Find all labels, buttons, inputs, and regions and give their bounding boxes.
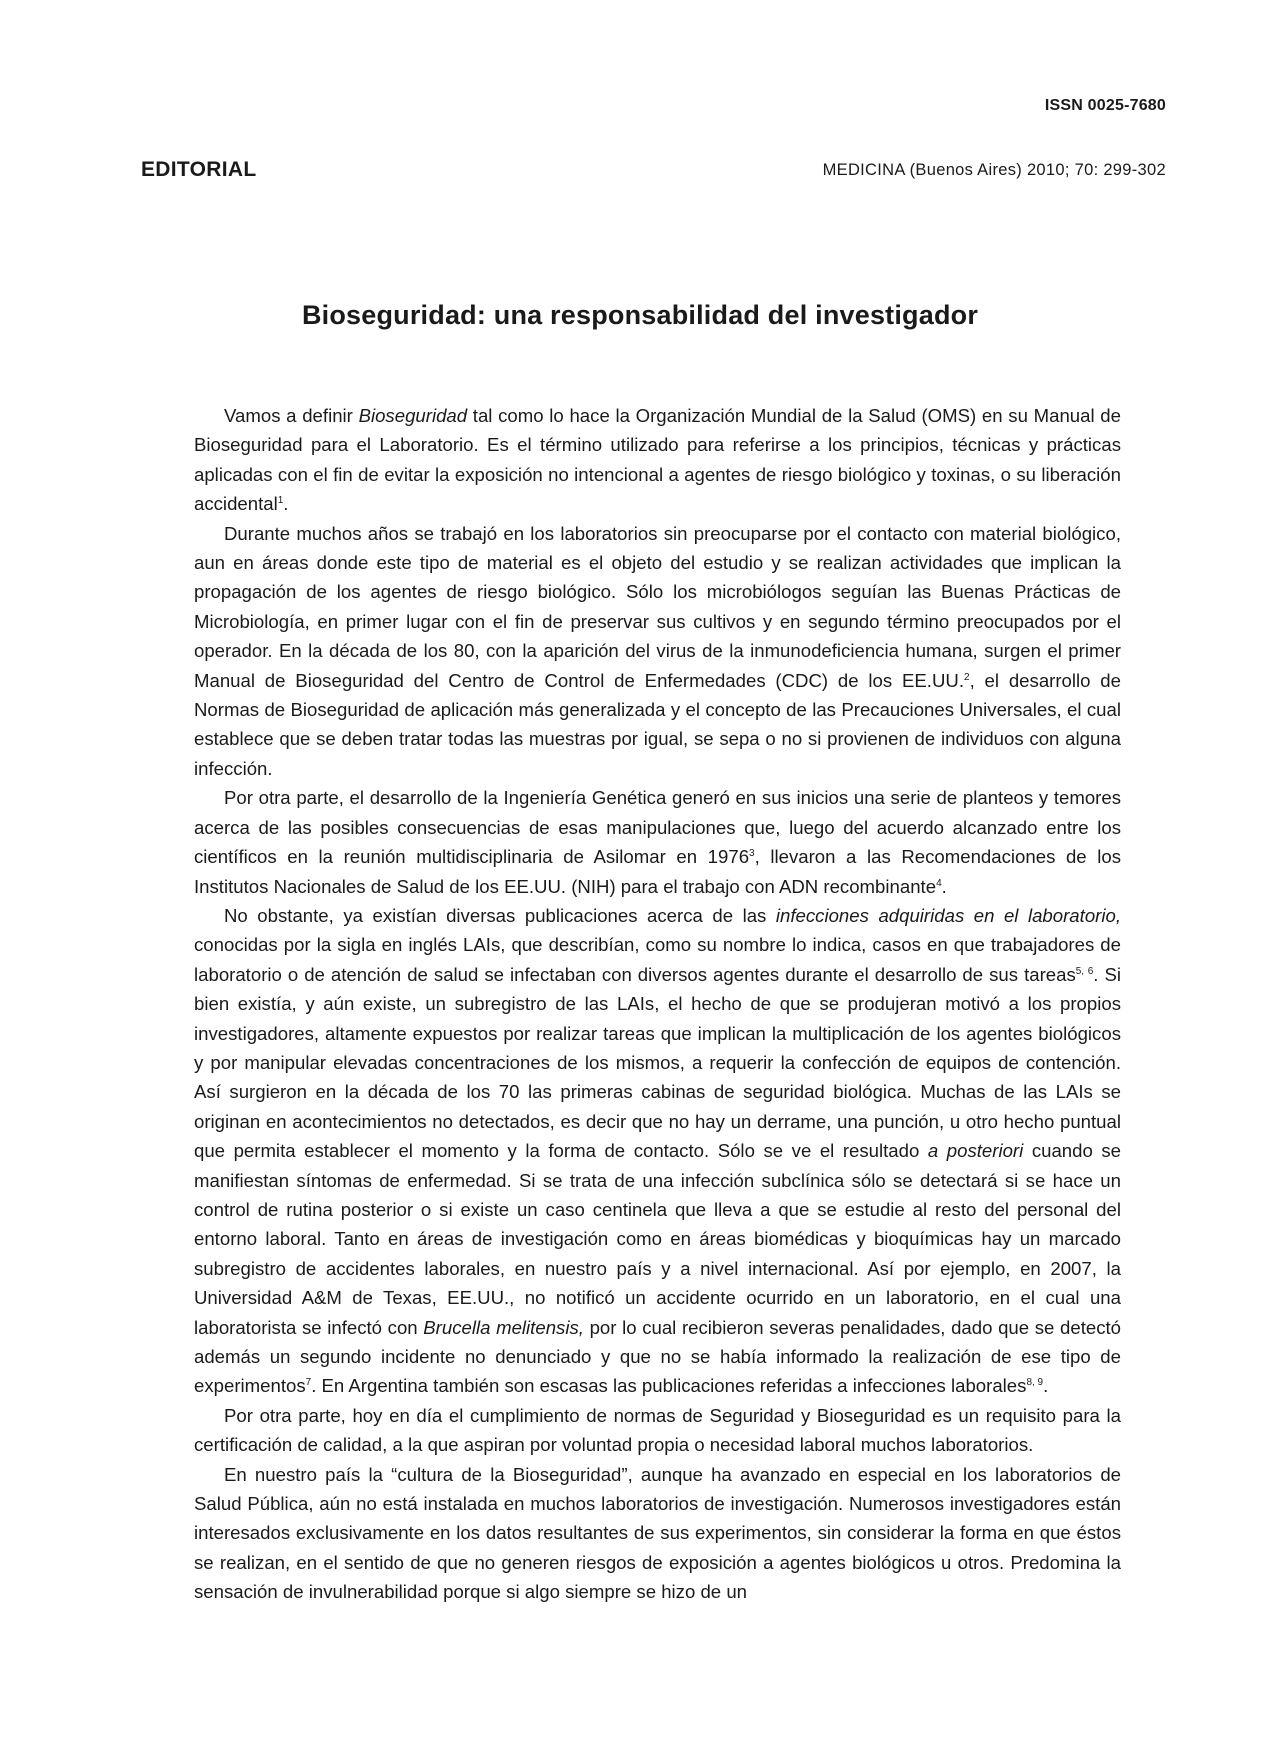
issn-label: ISSN 0025-7680 bbox=[1044, 97, 1166, 114]
paragraph-3 bbox=[194, 783, 1121, 901]
paragraph-text: , llevaron a las Recomendaciones de los Institutos Nacionales de Salud de los EE.UU. (NIH) para el trabajo con ADN recombinante bbox=[194, 846, 1122, 897]
paragraph-text: por lo cual recibieron severas penalidades, dado que se detectó además un segundo incidente no denunciado y que no se había informado la realización de ese tipo de experimentos bbox=[194, 1316, 1122, 1397]
paragraph-1 bbox=[194, 401, 1121, 519]
paragraph-5: Por otra parte, hoy en día el cumplimiento de normas de Seguridad y Bioseguridad es un requisito para la certificación de calidad, a la que aspiran por voluntad propia o necesidad laboral muchos laboratorios. bbox=[194, 1404, 1121, 1456]
reference-superscript: 1 bbox=[277, 495, 284, 507]
reference-superscript: 3 bbox=[749, 848, 755, 860]
italic-term: Bioseguridad bbox=[358, 405, 468, 426]
paragraph-2 bbox=[194, 519, 1121, 784]
article-title: Bioseguridad: una responsabilidad del investigador bbox=[301, 300, 979, 330]
paragraph-text: . bbox=[283, 493, 289, 515]
paragraph-6: En nuestro país la “cultura de la Bioseguridad”, aunque ha avanzado en especial en los laboratorios de Salud Pública, aún no está instalada en muchos laboratorios de investigación. Numerosos investigadores están interesados exclusivamente en los datos resultantes de sus experimentos, sin considerar la forma en que éstos se realizan, en el sentido de que no generen riesgos de exposición a agentes biológicos u otros. Predomina la sensación de invulnerabilidad porque si algo siempre se hizo de un bbox=[194, 1463, 1121, 1603]
paragraph-text: tal como lo hace la Organización Mundial de la Salud (OMS) en su Manual de Bioseguridad para el Laboratorio. Es el término utilizado para referirse a los principios, técnicas y prácticas aplicadas con el fin de evitar la exposición no intencional a agentes de riesgo biológico y toxinas, o su liberación accidental bbox=[194, 405, 1121, 515]
paragraph-text: Vamos a definir bbox=[224, 405, 359, 426]
article-body bbox=[194, 401, 1121, 1607]
journal-citation: MEDICINA (Buenos Aires) 2010; 70: 299-302 bbox=[822, 161, 1166, 179]
paragraph-text: . bbox=[1043, 1375, 1049, 1397]
reference-superscript: 5, 6 bbox=[1075, 965, 1094, 977]
reference-superscript: 2 bbox=[964, 671, 970, 683]
italic-term: a posteriori bbox=[927, 1140, 1024, 1162]
reference-superscript: 8, 9 bbox=[1026, 1377, 1044, 1389]
paragraph-text: Durante muchos años se trabajó en los laboratorios sin preocuparse por el contacto con material biológico, aun en áreas donde este tipo de material es el objeto del estudio y se realizan actividades que implican la propagación de los agentes de riesgo biológico. Sólo los microbiólogos seguían las Buenas Prácticas de Microbiología, en primer lugar con el fin de preservar sus cultivos y en segundo término preocupados por el operador. En la década de los 80, con la aparición del virus de la inmunodeficiencia humana, surgen el primer Manual de Bioseguridad del Centro de Control de Enfermedades (CDC) de los EE.UU. bbox=[194, 522, 1121, 691]
paragraph-text: . Si bien existía, y aún existe, un subregistro de las LAIs, el hecho de que se produjeran motivó a los propios investigadores, altamente expuestos por realizar tareas que implican la multiplicación de los agentes biológicos y por manipular elevadas concentraciones de los mismos, a requerir la confección de equipos de contención. Así surgieron en la década de los 70 las primeras cabinas de seguridad biológica. Muchas de las LAIs se originan en acontecimientos no detectados, es decir que no hay un derrame, una punción, u otro hecho puntual que permita establecer el momento y la forma de contacto. Sólo se ve el resultado bbox=[194, 963, 1121, 1162]
paragraph-4 bbox=[194, 901, 1121, 1401]
section-label: EDITORIAL bbox=[141, 158, 257, 181]
paragraph-text: conocidas por la sigla en inglés LAIs, que describían, como su nombre lo indica, casos en que trabajadores de laboratorio o de atención de salud se infectaban con diversos agentes durante el desarrollo de sus tareas bbox=[194, 934, 1121, 985]
paragraph-text: , el desarrollo de Normas de Bioseguridad de aplicación más generalizada y el concepto de las Precauciones Universales, el cual establece que se deben tratar todas las muestras por igual, se sepa o no si provienen de individuos con alguna infección. bbox=[194, 669, 1121, 779]
italic-term: infecciones adquiridas en el laboratorio, bbox=[775, 904, 1121, 926]
paragraph-text: cuando se manifiestan síntomas de enfermedad. Si se trata de una infección subclínica sólo se detectará si se hace un control de rutina posterior o si existe un caso centinela que lleva a que se estudie al resto del personal del entorno laboral. Tanto en áreas de investigación como en áreas biomédicas y bioquímicas hay un marcado subregistro de accidentes laborales, en nuestro país y a nivel internacional. Así por ejemplo, en 2007, la Universidad A&M de Texas, EE.UU., no notificó un accidente ocurrido en un laboratorio, en el cual una laboratorista se infectó con bbox=[194, 1140, 1121, 1338]
paragraph-text: No obstante, ya existían diversas publicaciones acerca de las bbox=[224, 904, 776, 926]
reference-superscript: 4 bbox=[936, 877, 942, 889]
paragraph-text: . En Argentina también son escasas las publicaciones referidas a infecciones laborales bbox=[311, 1375, 1027, 1397]
paragraph-text: Por otra parte, el desarrollo de la Ingeniería Genética generó en sus inicios una serie de planteos y temores acerca de las posibles consecuencias de esas manipulaciones que, luego del acuerdo alcanzado entre los científicos en la reunión multidisciplinaria de Asilomar en 1976 bbox=[194, 787, 1121, 868]
italic-term: Brucella melitensis, bbox=[423, 1316, 584, 1338]
reference-superscript: 7 bbox=[305, 1377, 312, 1389]
paragraph-text: . bbox=[941, 875, 947, 897]
